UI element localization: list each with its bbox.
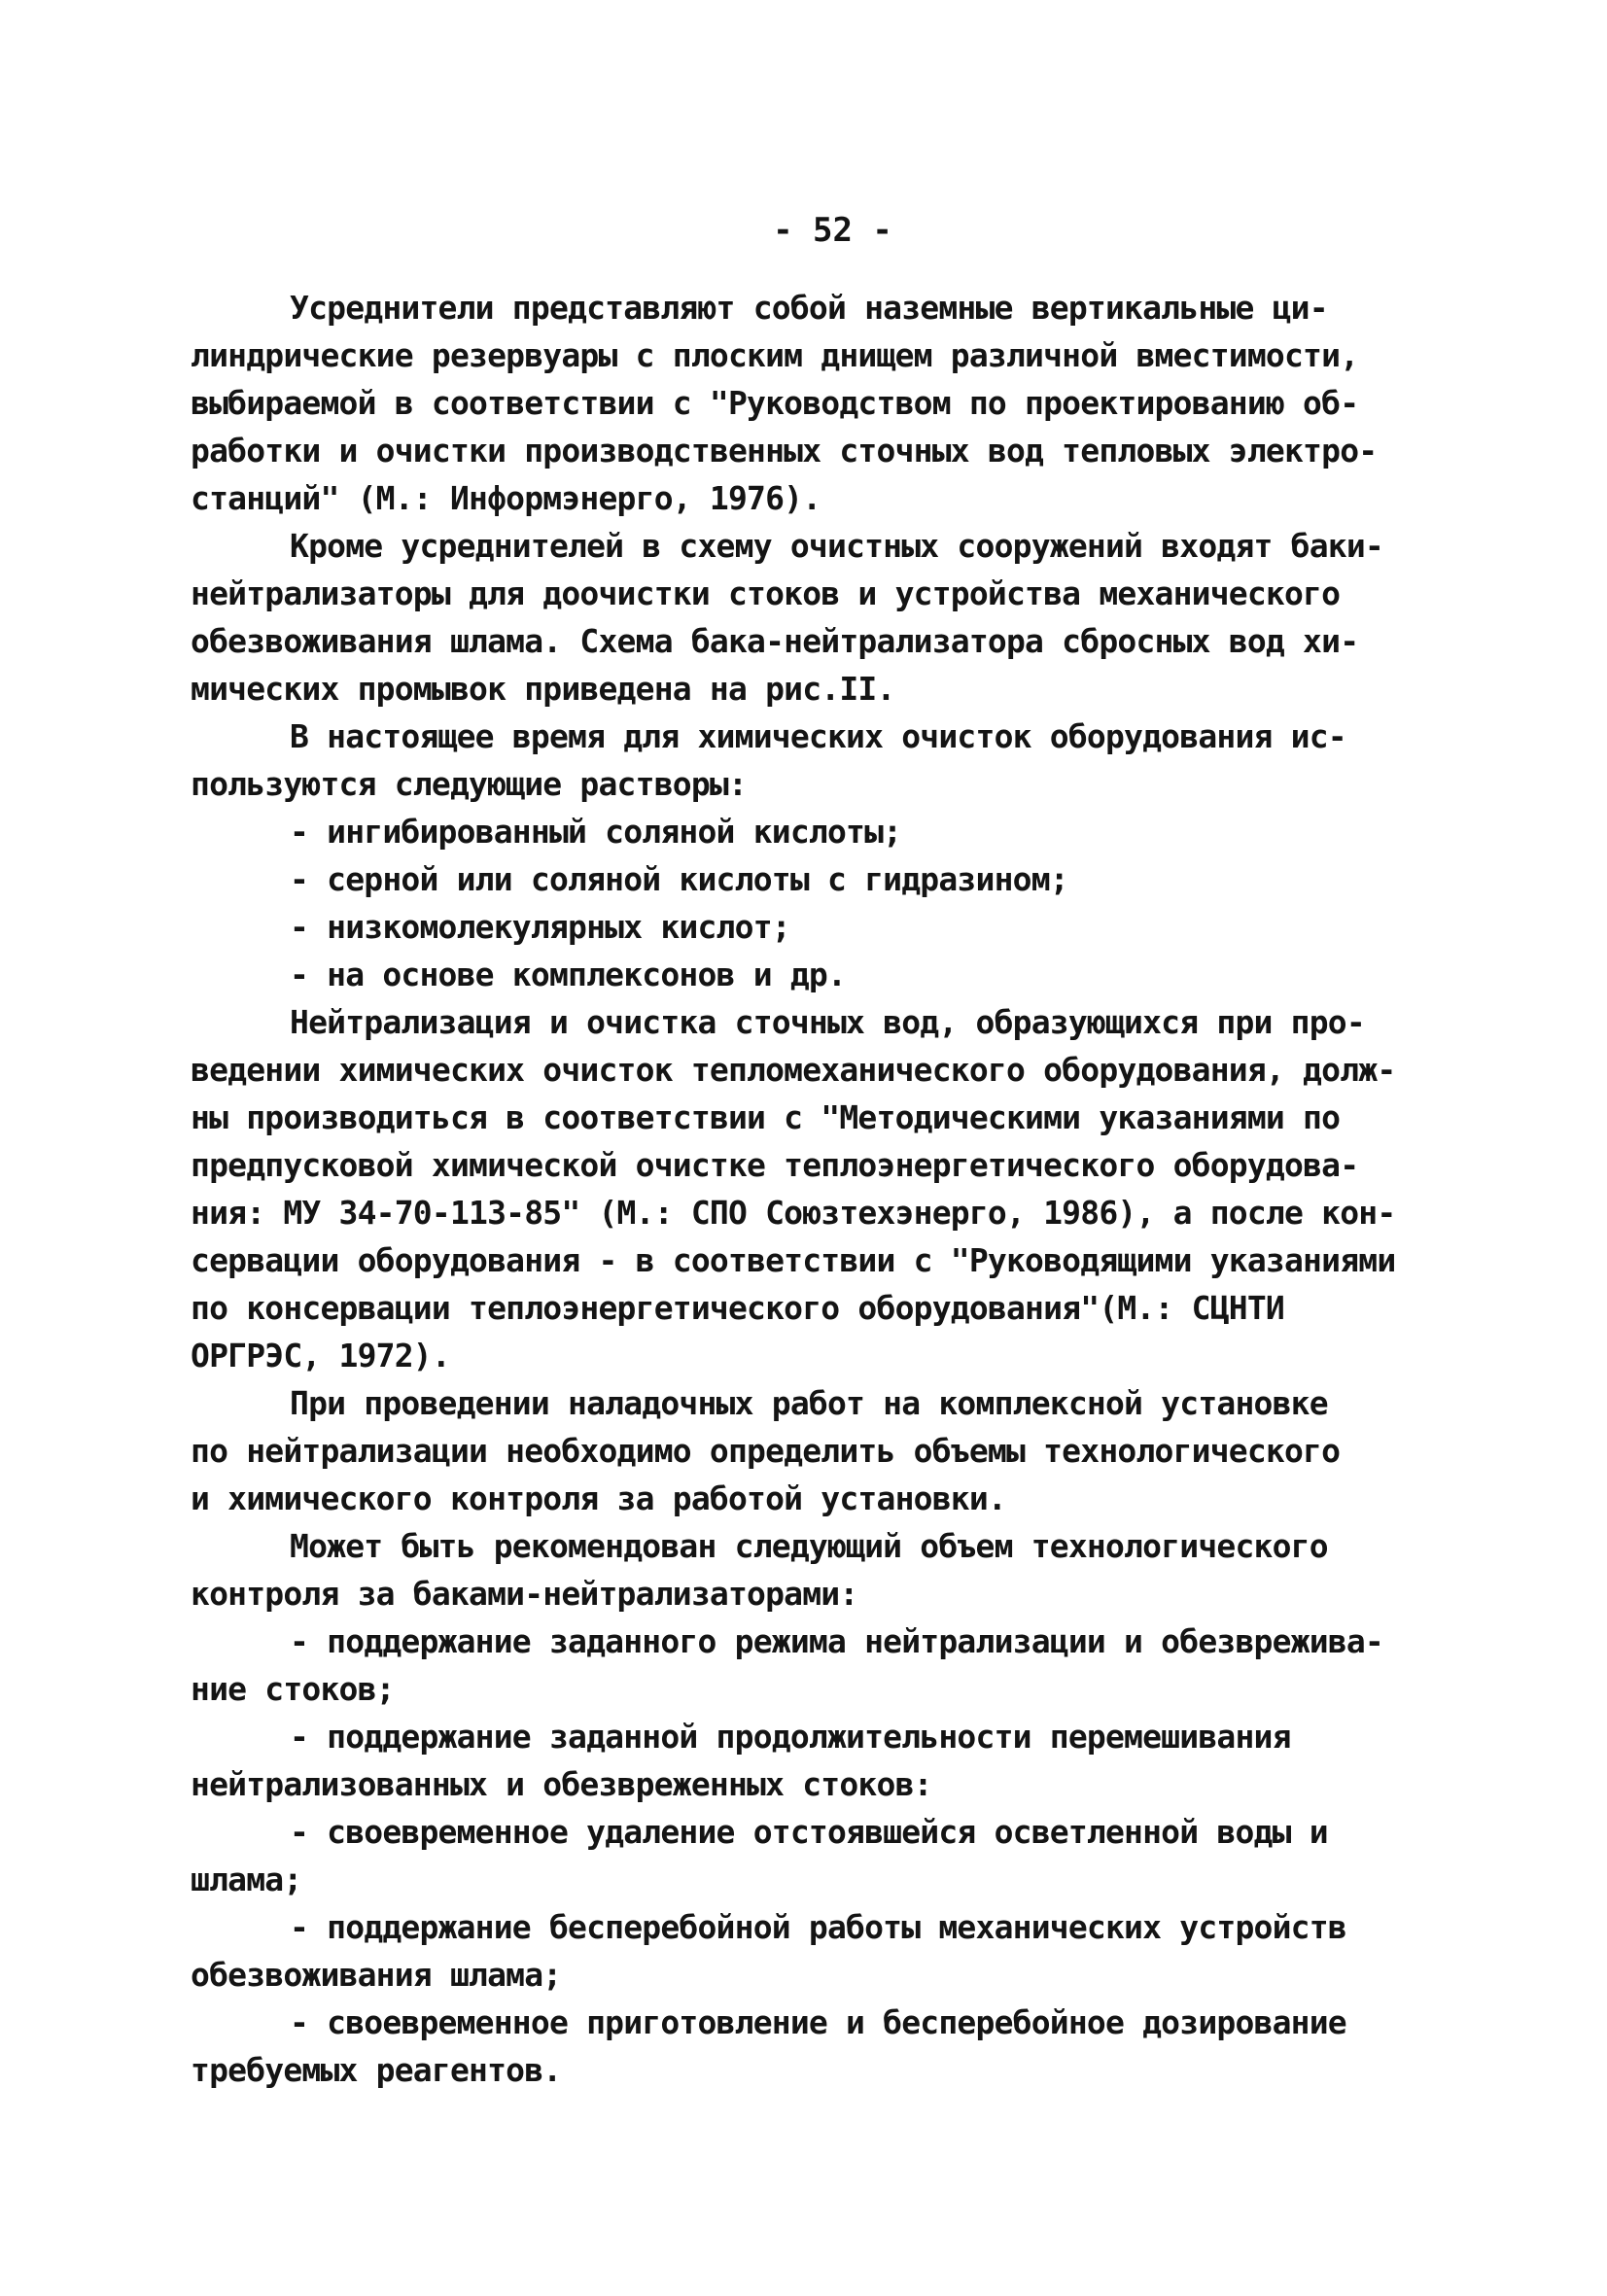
text-line: Нейтрализация и очистка сточных вод, образующихся при про-: [290, 1003, 1365, 1041]
text-line: - поддержание заданного режима нейтрализации и обезврежива-: [290, 1622, 1383, 1660]
text-line: - поддержание бесперебойной работы механических устройств: [290, 1908, 1346, 1946]
text-line: ние стоков;: [191, 1670, 395, 1708]
text-line: сервации оборудования - в соответствии с "Руководящими указаниями: [191, 1241, 1396, 1279]
text-line: - своевременное удаление отстоявшейся осветленной воды и: [290, 1813, 1328, 1851]
text-line: - низкомолекулярных кислот;: [290, 908, 790, 946]
text-line: ния: МУ 34-70-113-85" (М.: СПО Союзтехэнерго, 1986), а после кон-: [191, 1194, 1396, 1232]
text-line: Кроме усреднителей в схему очистных сооружений входят баки-: [290, 527, 1383, 565]
body-text: [191, 284, 1454, 2094]
text-line: ведении химических очисток тепломеханического оборудования, долж-: [191, 1051, 1396, 1089]
text-line: - на основе комплексонов и др.: [290, 956, 847, 993]
text-line: ОРГРЭС, 1972).: [191, 1337, 450, 1374]
text-line: предпусковой химической очистке теплоэнергетического оборудова-: [191, 1146, 1359, 1184]
text-line: по нейтрализации необходимо определить объемы технологического: [191, 1432, 1341, 1470]
text-line: В настоящее время для химических очисток оборудования ис-: [290, 717, 1346, 755]
text-line: нейтрализованных и обезвреженных стоков:: [191, 1765, 932, 1803]
page-number: - 52 -: [773, 211, 892, 250]
text-line: - поддержание заданной продолжительности перемешивания: [290, 1718, 1291, 1756]
text-line: Усреднители представляют собой наземные вертикальные ци-: [290, 289, 1328, 327]
text-line: пользуются следующие растворы:: [191, 765, 748, 803]
text-line: обезвоживания шлама;: [191, 1956, 562, 1994]
text-line: - ингибированный соляной кислоты;: [290, 813, 902, 851]
text-line: контроля за баками-нейтрализаторами:: [191, 1575, 858, 1613]
text-line: - серной или соляной кислоты с гидразином;: [290, 860, 1068, 898]
text-line: работки и очистки производственных сточных вод тепловых электро-: [191, 432, 1378, 470]
text-line: обезвоживания шлама. Схема бака-нейтрализатора сбросных вод хи-: [191, 622, 1359, 660]
text-line: требуемых реагентов.: [191, 2051, 562, 2089]
text-line: и химического контроля за работой установки.: [191, 1479, 1006, 1517]
text-line: шлама;: [191, 1861, 302, 1898]
text-line: по консервации теплоэнергетического оборудования"(М.: СЦНТИ: [191, 1289, 1284, 1327]
text-line: При проведении наладочных работ на комплексной установке: [290, 1384, 1328, 1422]
text-line: мических промывок приведена на рис.II.: [191, 670, 895, 708]
text-line: станций" (М.: Информэнерго, 1976).: [191, 479, 821, 517]
text-line: нейтрализаторы для доочистки стоков и устройства механического: [191, 574, 1341, 612]
text-line: - своевременное приготовление и бесперебойное дозирование: [290, 2003, 1346, 2041]
text-line: ны производиться в соответствии с "Методическими указаниями по: [191, 1098, 1341, 1136]
text-line: линдрические резервуары с плоским днищем различной вместимости,: [191, 336, 1359, 374]
text-line: Может быть рекомендован следующий объем технологического: [290, 1527, 1328, 1565]
text-line: выбираемой в соответствии с "Руководством по проектированию об-: [191, 384, 1359, 422]
